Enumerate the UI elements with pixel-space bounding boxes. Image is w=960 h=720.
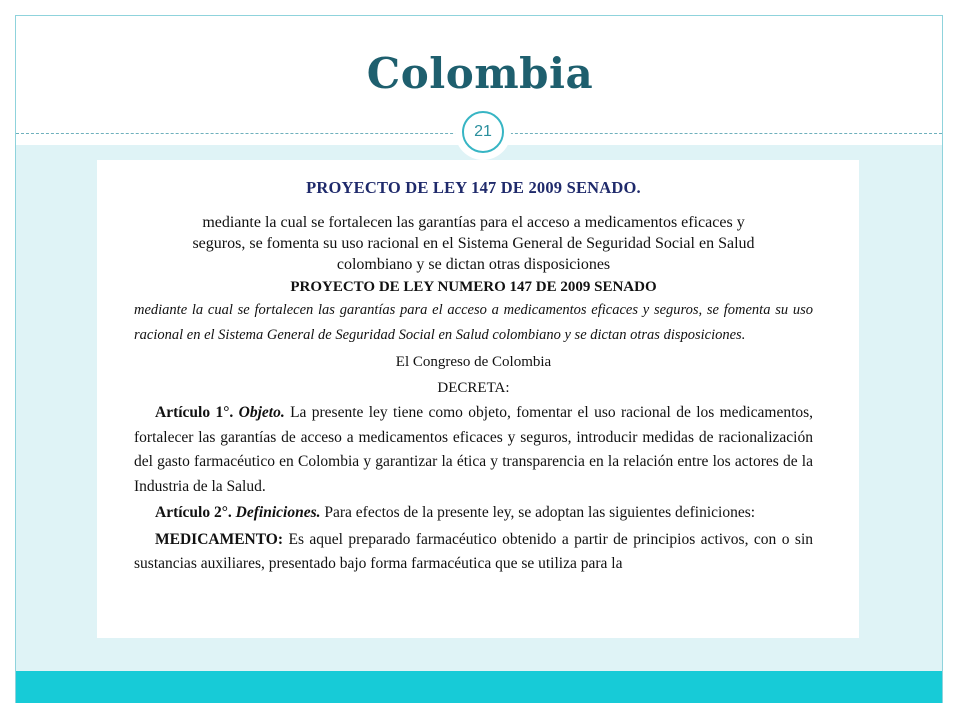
page-number: 21	[462, 111, 504, 153]
medicamento-label: MEDICAMENTO:	[155, 530, 284, 548]
article-1-text: La presente ley tiene como objeto, fomentar el uso racional de los medicamentos, fortalecer las garantías de acceso a medicamentos eficaces y seguros, introducir medidas de racionalización del gasto farmacéutico en Colombia y garantizar la ética y transparencia en la relación entre los actores de la Industria de la Salud.	[134, 404, 814, 495]
document-subtitle-line: mediante la cual se fortalecen las garantías para el acceso a medicamentos eficaces y	[202, 214, 745, 231]
article-2-title: Definiciones.	[235, 504, 321, 521]
document-subtitle-line: seguros, se fomenta su uso racional en el Sistema General de Seguridad Social en Salud	[192, 235, 755, 252]
article-1-title: Objeto.	[238, 404, 285, 421]
decreta-line: DECRETA:	[437, 380, 510, 396]
document-image	[97, 160, 859, 638]
medicamento-text: Es aquel preparado farmacéutico obtenido a partir de principios activos, con o sin sustancias auxiliares, presentado bajo forma farmacéutica que se utiliza para la	[134, 530, 814, 572]
document-second-heading: PROYECTO DE LEY NUMERO 147 DE 2009 SENADO	[290, 279, 657, 295]
medicamento-definition	[134, 528, 813, 577]
article-1	[134, 401, 813, 499]
slide-title: Colombia	[366, 49, 594, 98]
document-heading: PROYECTO DE LEY 147 DE 2009 SENADO.	[306, 178, 641, 197]
article-2-label: Artículo 2°.	[155, 504, 232, 521]
article-2	[134, 501, 813, 526]
footer-band	[16, 671, 942, 703]
article-2-text: Para efectos de la presente ley, se adoptan las siguientes definiciones:	[324, 504, 756, 521]
congress-line: El Congreso de Colombia	[395, 354, 552, 370]
document-subtitle-line: colombiano y se dictan otras disposiciones	[336, 256, 611, 273]
document-italic-summary: mediante la cual se fortalecen las garantías para el acceso a medicamentos eficaces y seguros, se fomenta su uso racional en el Sistema General de Seguridad Social en Salud colombiano y se dictan otras disposiciones.	[134, 302, 813, 343]
page-number-badge	[457, 106, 509, 158]
article-1-label: Artículo 1°.	[155, 404, 234, 421]
